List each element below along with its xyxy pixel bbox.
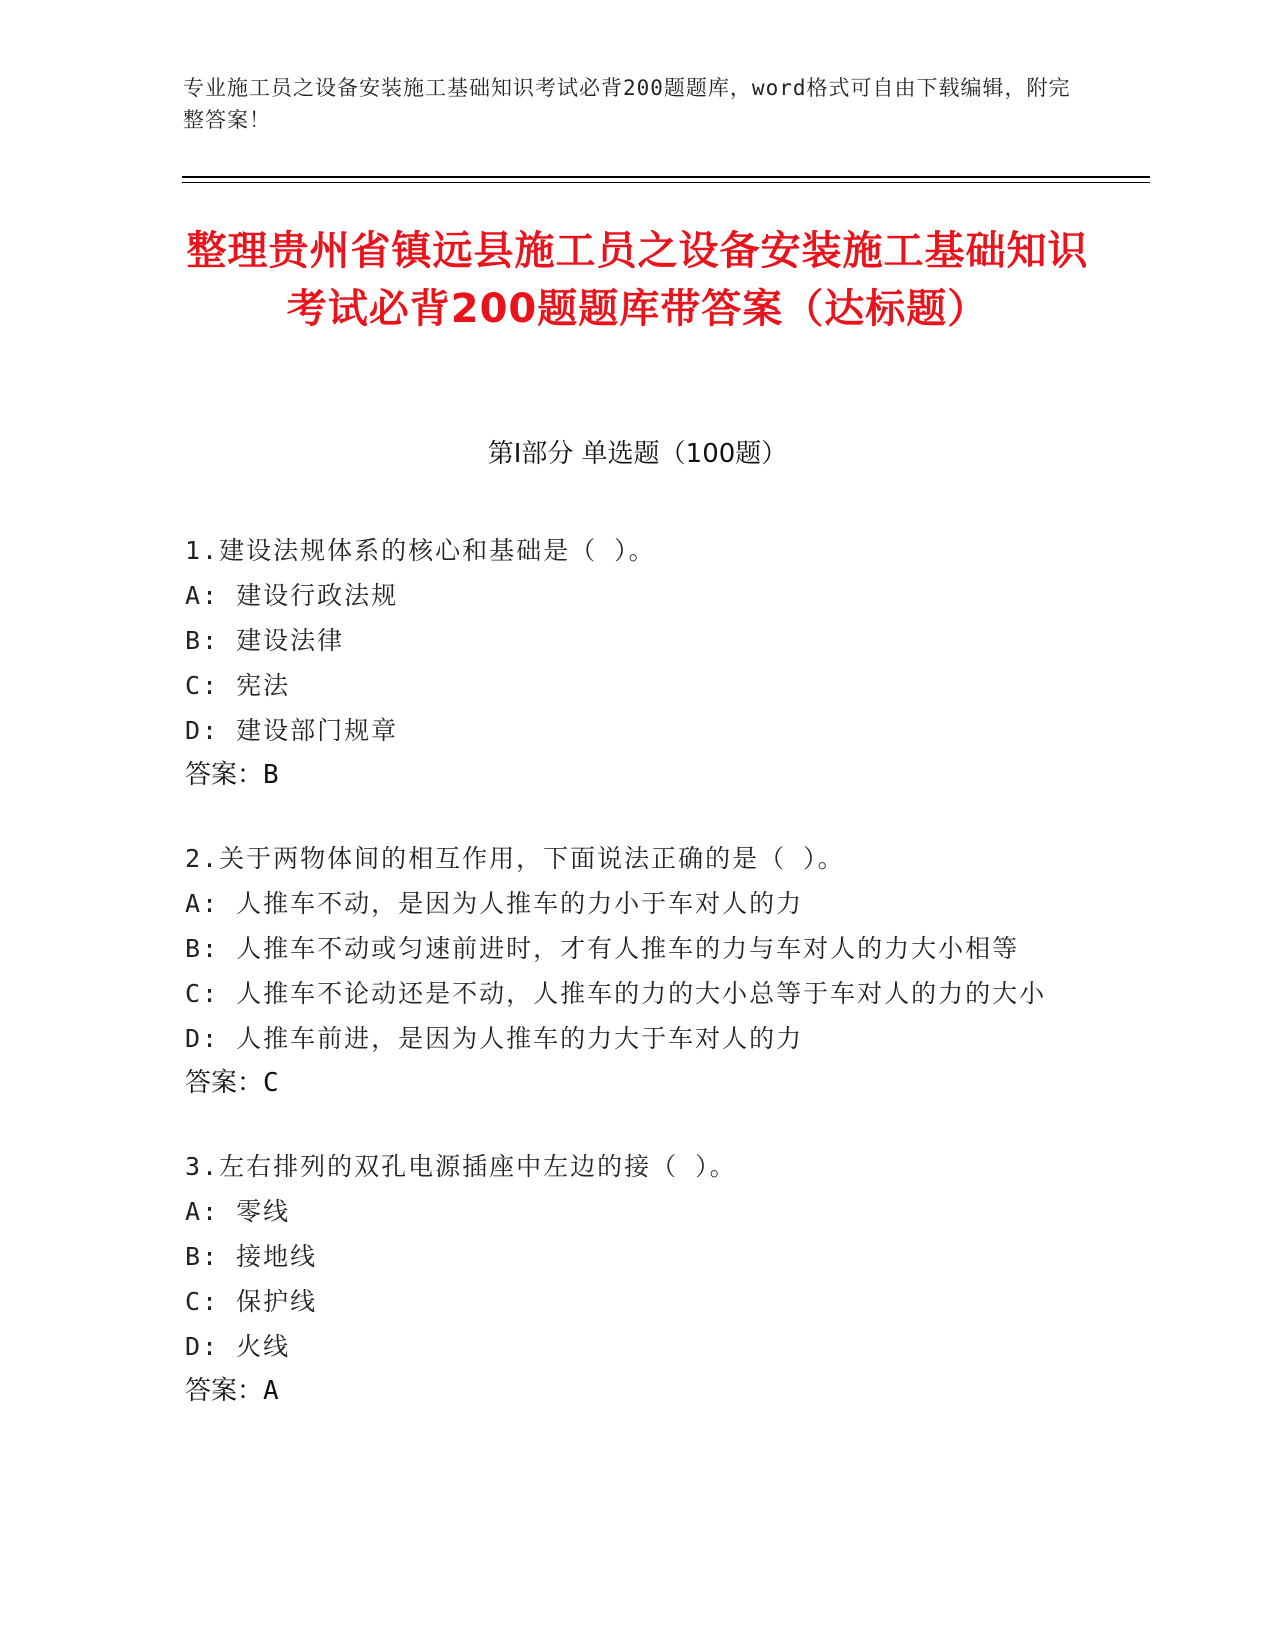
answer-label: 答案：: [185, 1376, 264, 1406]
question-list: [185, 528, 1085, 1452]
header-divider-thin: [182, 182, 1150, 183]
option-b: B: 人推车不动或匀速前进时，才有人推车的力与车对人的力大小相等: [185, 934, 1020, 963]
option-c: C: 保护线: [185, 1287, 318, 1316]
section-title: 第I部分 单选题（100题）: [487, 439, 788, 469]
option-a: A: 人推车不动，是因为人推车的力小于车对人的力: [185, 889, 804, 918]
question-2: [185, 836, 1085, 1106]
option-b: B: 接地线: [185, 1242, 318, 1271]
answer-line: [185, 1061, 1085, 1106]
question-stem: 1.建设法规体系的核心和基础是（ ）。: [185, 536, 656, 565]
answer-value: B: [263, 760, 279, 790]
question-3: [185, 1144, 1085, 1414]
header-divider-thick: [182, 176, 1150, 178]
answer-value: C: [263, 1068, 279, 1098]
option-a: A: 建设行政法规: [185, 581, 399, 610]
question-stem: 3.左右排列的双孔电源插座中左边的接（ ）。: [185, 1152, 737, 1181]
answer-value: A: [263, 1376, 279, 1406]
answer-label: 答案：: [185, 760, 264, 790]
answer-line: [185, 753, 1085, 798]
document-title: 整理贵州省镇远县施工员之设备安装施工基础知识考试必背200题题库带答案（达标题）: [186, 228, 1089, 332]
option-d: D: 火线: [185, 1332, 291, 1361]
option-d: D: 人推车前进，是因为人推车的力大于车对人的力: [185, 1024, 804, 1053]
option-c: C: 人推车不论动还是不动，人推车的力的大小总等于车对人的力的大小: [185, 979, 1047, 1008]
option-c: C: 宪法: [185, 671, 291, 700]
header-note: 专业施工员之设备安装施工基础知识考试必背200题题库，word格式可自由下载编辑，附完整答案！: [183, 76, 1071, 132]
answer-line: [185, 1369, 1085, 1414]
answer-label: 答案：: [185, 1068, 264, 1098]
question-1: [185, 528, 1085, 798]
option-d: D: 建设部门规章: [185, 716, 399, 745]
option-b: B: 建设法律: [185, 626, 345, 655]
option-a: A: 零线: [185, 1197, 291, 1226]
question-stem: 2.关于两物体间的相互作用，下面说法正确的是（ ）。: [185, 844, 845, 873]
